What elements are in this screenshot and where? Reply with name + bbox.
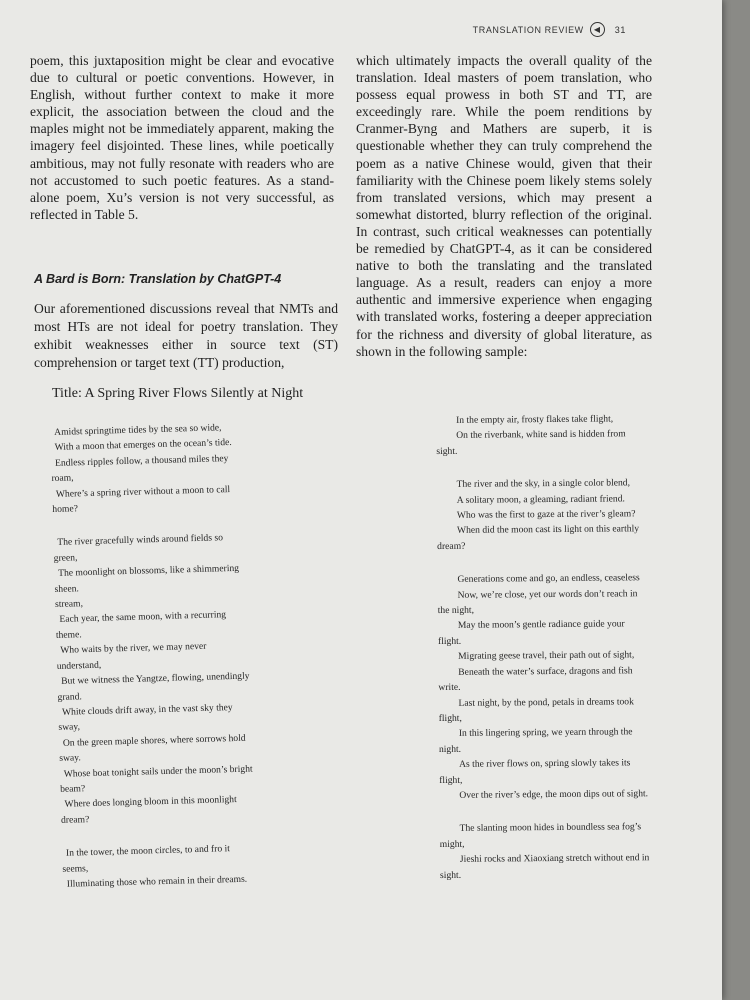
- poem-line: Amidst springtime tides by the sea so wide,: [54, 422, 222, 438]
- poem-line: On the riverbank, white sand is hidden from: [456, 428, 626, 442]
- left-column-paragraph-1: [30, 52, 334, 223]
- poem-line: Beneath the water’s surface, dragons and fish: [458, 664, 633, 678]
- poem-title: Title: A Spring River Flows Silently at Night: [52, 386, 304, 401]
- poem-line: beam?: [60, 783, 86, 795]
- poem-line: understand,: [56, 659, 102, 672]
- running-title: TRANSLATION REVIEW: [472, 24, 584, 35]
- poem-line: Whose boat tonight sails under the moon’s bright: [63, 763, 253, 780]
- poem-line: Migrating geese travel, their path out of sight,: [458, 649, 635, 663]
- poem-line: night.: [438, 743, 462, 755]
- poem-line: The river and the sky, in a single color blend,: [456, 477, 631, 491]
- poem-line: stream,: [54, 598, 84, 611]
- body-text: which ultimately impacts the overall quality of the translation. Ideal masters of poem translation, who possess equal prowess in both ST and TT, are exceedingly rare. While the poem renditions by Cranmer-Byng and Mathers are superb, it is questionable whether they can truly comprehend the poem as a native Chinese would, given that their familiarity with the Chinese poem likely stems solely from translated versions, which may present a somewhat distorted, blurry reflection of the original. In contrast, such critical weaknesses can potentially be remedied by ChatGPT-4, as it can be considered native to both the translating and the translated language. As a result, readers can enjoy a more authentic and immersive experience when engaging with translated works, fostering a deeper appreciation for the richness and diversity of global literature, as shown in the following sample:: [356, 53, 652, 359]
- poem-line: White clouds drift away, in the vast sky they: [61, 701, 233, 718]
- left-column-paragraph-2: [34, 300, 338, 372]
- poem-line: Who was the first to gaze at the river’s gleam?: [456, 508, 636, 521]
- poem-line: But we witness the Yangtze, flowing, unendingly: [61, 670, 250, 687]
- body-text: poem, this juxtaposition might be clear and evocative due to cultural or poetic conventions. However, in English, without further context to make it more explicit, the association between the cloud and the maples might not be immediately apparent, making the imagery feel disjointed. These lines, while poetically ambitious, may not fully resonate with readers who are not accustomed to such poetic features. As a stand-alone poem, Xu’s version is not very successful, as reflected in Table 5.: [30, 53, 334, 222]
- poem-line: dream?: [60, 813, 90, 826]
- running-header: [473, 22, 626, 37]
- poem-line: In the tower, the moon circles, to and fro it: [65, 843, 231, 859]
- poem-line: flight.: [437, 635, 462, 647]
- poem-line: write.: [438, 681, 461, 694]
- poem-line: The moonlight on blossoms, like a shimmering: [57, 563, 240, 580]
- poem-line: seems,: [62, 862, 89, 875]
- poem-line: Illuminating those who remain in their dreams.: [66, 873, 248, 890]
- poem-line: A solitary moon, a gleaming, radiant friend.: [456, 492, 625, 506]
- poem-line: Who waits by the river, we may never: [60, 641, 207, 657]
- poem-line: sight.: [439, 869, 462, 881]
- poem-left-column: [52, 418, 305, 910]
- poem-line: Each year, the same moon, with a recurring: [59, 609, 227, 626]
- poem-line: When did the moon cast its light on this earthly: [456, 523, 640, 537]
- right-column-paragraph: [356, 52, 652, 360]
- poem-line: In this lingering spring, we yearn through the: [458, 726, 633, 740]
- poem-line: might,: [439, 838, 465, 850]
- poem-stanza: [52, 418, 294, 517]
- poem-line: theme.: [55, 629, 82, 641]
- poem-line: Endless ripples follow, a thousand miles they: [54, 452, 229, 469]
- poem-line: As the river flows on, spring slowly takes its: [459, 757, 631, 770]
- book-circle-icon: ◀: [590, 22, 605, 37]
- poem-line: On the green maple shores, where sorrows hold: [62, 732, 246, 749]
- poem-line: sway,: [58, 721, 81, 734]
- poem-stanza: [55, 529, 303, 828]
- poem-line: sheen.: [54, 582, 79, 595]
- poem-stanza: [438, 411, 678, 459]
- poem-line: May the moon’s gentle radiance guide your: [457, 618, 625, 632]
- poem-line: Now, we’re close, yet our words don’t reach in: [457, 587, 638, 601]
- poem-line: roam,: [51, 472, 74, 485]
- poem-line: sight.: [436, 445, 458, 457]
- poem-line: home?: [52, 503, 79, 516]
- poem-line: Generations come and go, an endless, ceaseless: [457, 572, 640, 586]
- poem-line: Where does longing bloom in this moonlight: [64, 794, 237, 811]
- poem-line: the night,: [437, 604, 475, 617]
- poem-line: Jieshi rocks and Xiaoxiang stretch without end in: [459, 852, 650, 865]
- poem-line: dream?: [437, 540, 466, 552]
- body-text: Our aforementioned discussions reveal that NMTs and most HTs are not ideal for poetry translation. They exhibit weaknesses either in source text (ST) comprehension or target text (TT) production,: [34, 301, 338, 370]
- section-subheading: A Bard is Born: Translation by ChatGPT-4: [34, 272, 282, 286]
- poem-line: In the empty air, frosty flakes take flight,: [456, 413, 614, 426]
- poem-stanza: [439, 475, 680, 554]
- poem-stanza: [439, 570, 681, 803]
- poem-line: flight,: [439, 774, 463, 786]
- poem-line: Where’s a spring river without a moon to call: [55, 483, 231, 500]
- poem-line: green,: [53, 552, 78, 564]
- poem-line: sway.: [59, 752, 81, 765]
- poem-line: The slanting moon hides in boundless sea fog’s: [459, 821, 642, 835]
- poem-line: The river gracefully winds around fields so: [57, 532, 224, 549]
- poem-line: grand.: [57, 690, 82, 703]
- poem-line: Over the river’s edge, the moon dips out of sight.: [459, 788, 649, 801]
- poem-line: flight,: [438, 712, 462, 724]
- poem-right-column: [438, 411, 682, 901]
- poem-stanza: [439, 819, 683, 883]
- poem-stanza: [64, 839, 305, 892]
- page-number: 31: [614, 24, 626, 35]
- poem-line: With a moon that emerges on the ocean’s tide.: [54, 437, 232, 454]
- poem-line: Last night, by the pond, petals in dreams took: [458, 695, 634, 709]
